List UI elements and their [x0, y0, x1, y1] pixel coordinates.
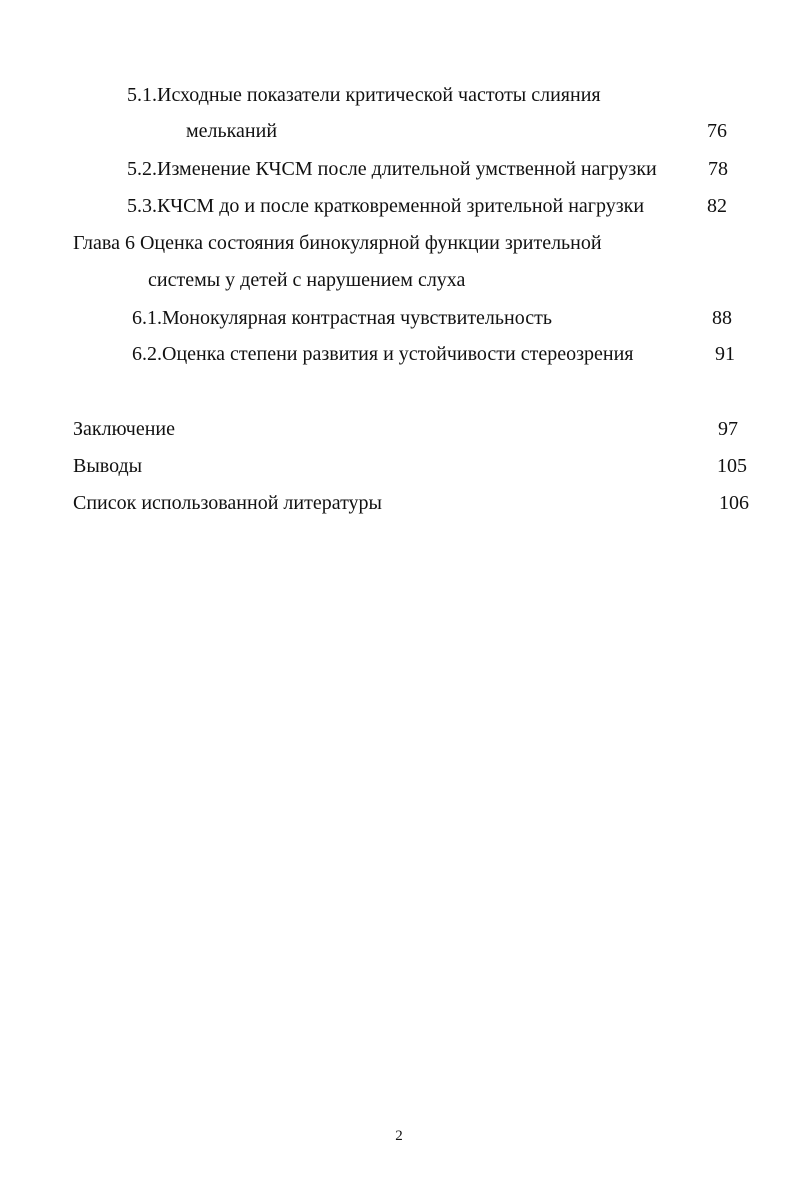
- toc-conclusion-page: 97: [718, 418, 738, 440]
- toc-conclusion-title: Заключение: [73, 418, 175, 440]
- toc-entry-5-2-title: 5.2.Изменение КЧСМ после длительной умственной нагрузки: [127, 158, 657, 180]
- toc-entry-5-1-page: 76: [707, 120, 727, 142]
- toc-entry-6-2-title: 6.2.Оценка степени развития и устойчивости стереозрения: [132, 343, 634, 365]
- page-number: 2: [395, 1128, 403, 1144]
- toc-references-title: Список использованной литературы: [73, 492, 382, 514]
- toc-entry-6-2-page: 91: [715, 343, 735, 365]
- toc-findings-title: Выводы: [73, 455, 143, 477]
- toc-chapter-6-title-continued: системы у детей с нарушением слуха: [148, 269, 466, 291]
- toc-entry-6-1-title: 6.1.Монокулярная контрастная чувствительность: [132, 307, 552, 329]
- toc-entry-6-1-page: 88: [712, 307, 732, 329]
- toc-chapter-6-title: Глава 6 Оценка состояния бинокулярной функции зрительной: [73, 232, 602, 254]
- toc-entry-5-3-page: 82: [707, 195, 727, 217]
- toc-entry-5-3-title: 5.3.КЧСМ до и после кратковременной зрительной нагрузки: [127, 195, 645, 217]
- toc-entry-5-2-page: 78: [708, 158, 728, 180]
- toc-references-page: 106: [719, 492, 749, 514]
- toc-findings-page: 105: [717, 455, 747, 477]
- toc-entry-5-1-title-continued: мельканий: [186, 120, 278, 142]
- toc-entry-5-1-title: 5.1.Исходные показатели критической частоты слияния: [127, 84, 601, 106]
